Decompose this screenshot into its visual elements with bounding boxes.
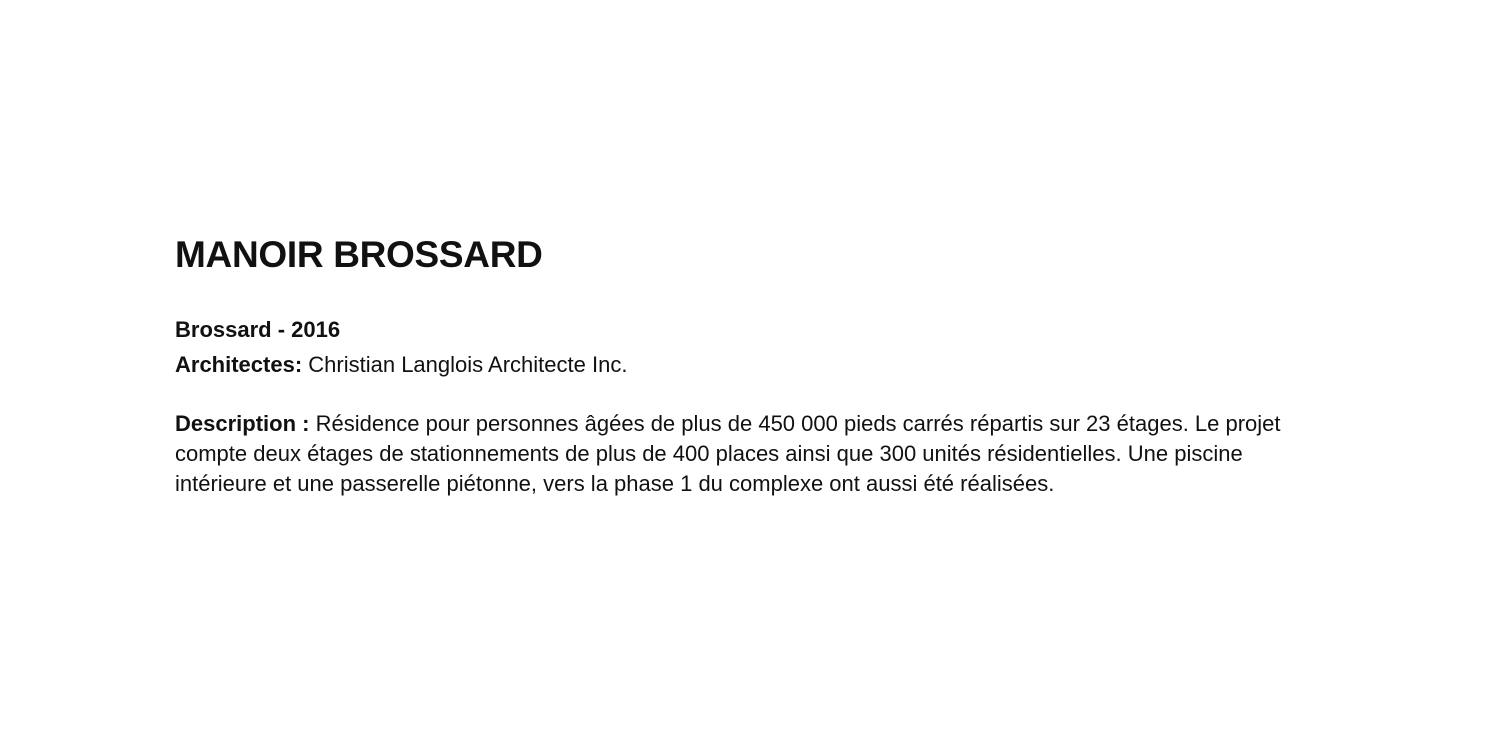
description-label: Description : <box>175 411 310 436</box>
architects-value: Christian Langlois Architecte Inc. <box>302 352 628 377</box>
architects-label: Architectes: <box>175 352 303 377</box>
description-text: Résidence pour personnes âgées de plus de 450 000 pieds carrés répartis sur 23 étages. Le projet compte deux étages de stationnements de plus de 400 places ainsi que 300 unités résidentielles. Une piscine intérieure et une passerelle piétonne, vers la phase 1 du complexe ont aussi été réalisées. <box>175 411 1281 496</box>
project-meta <box>175 312 1335 382</box>
project-title: MANOIR BROSSARD <box>175 234 543 275</box>
project-description <box>175 409 1335 499</box>
architects-line <box>175 347 1335 382</box>
location-year: Brossard - 2016 <box>175 317 341 342</box>
project-card <box>175 232 1335 521</box>
